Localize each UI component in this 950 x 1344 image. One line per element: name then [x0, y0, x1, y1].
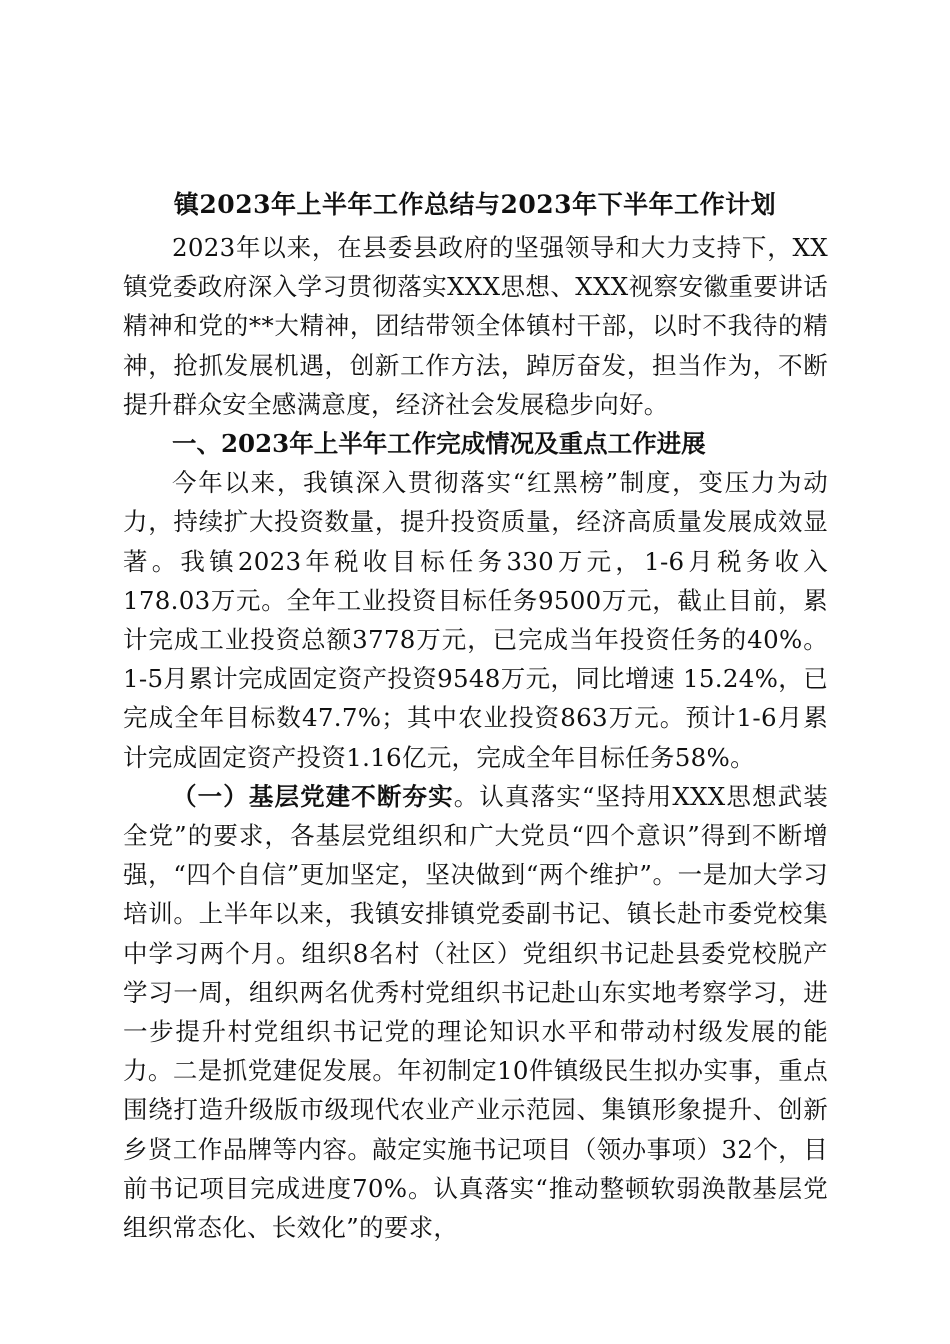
section-heading-1: 一、2023年上半年工作完成情况及重点工作进展: [172, 429, 706, 459]
subsection-1-lead: （一）基层党建不断夯实: [172, 781, 454, 811]
subsection-1-text: 。认真落实“坚持用XXX思想武装全党”的要求，各基层党组织和广大党员“四个意识”得到不断增强，“四个自信”更加坚定，坚决做到“两个维护”。一是加大学习培训。上半年以来，我镇安排镇党委副书记、镇长赴市委党校集中学习两个月。组织8名村（社区）党组织书记赴县委党校脱产学习一周，组织两名优秀村党组织书记赴山东实地考察学习，进一步提升村党组织书记党的理论知识水平和带动村级发展的能力。二是抓党建促发展。年初制定10件镇级民生拟办实事，重点围绕打造升级版市级现代农业产业示范园、集镇形象提升、创新乡贤工作品牌等内容。敲定实施书记项目（领办事项）32个，目前书记项目完成进度70%。认真落实“推动整顿软弱涣散基层党组织常态化、长效化”的要求，: [123, 781, 828, 1243]
document-body: [123, 228, 828, 1247]
subsection-1-paragraph: [123, 777, 828, 1247]
section-1-paragraph: 今年以来，我镇深入贯彻落实“红黑榜”制度，变压力为动力，持续扩大投资数量，提升投资质量，经济高质量发展成效显著。我镇2023年税收目标任务330万元，1-6月税务收入178.03万元。全年工业投资目标任务9500万元，截止目前，累计完成工业投资总额3778万元，已完成当年投资任务的40%。1-5月累计完成固定资产投资9548万元，同比增速 15.24%，已完成全年目标数47.7%；其中农业投资863万元。预计1-6月累计完成固定资产投资1.16亿元，完成全年目标任务58%。: [123, 468, 828, 772]
document-title: 镇2023年上半年工作总结与2023年下半年工作计划: [173, 190, 777, 219]
intro-paragraph: 2023年以来，在县委县政府的坚强领导和大力支持下，XX镇党委政府深入学习贯彻落实XXX思想、XXX视察安徽重要讲话精神和党的**大精神，团结带领全体镇村干部，以时不我待的精神，抢抓发展机遇，创新工作方法，踔厉奋发，担当作为，不断提升群众安全感满意度，经济社会发展稳步向好。: [123, 233, 828, 419]
